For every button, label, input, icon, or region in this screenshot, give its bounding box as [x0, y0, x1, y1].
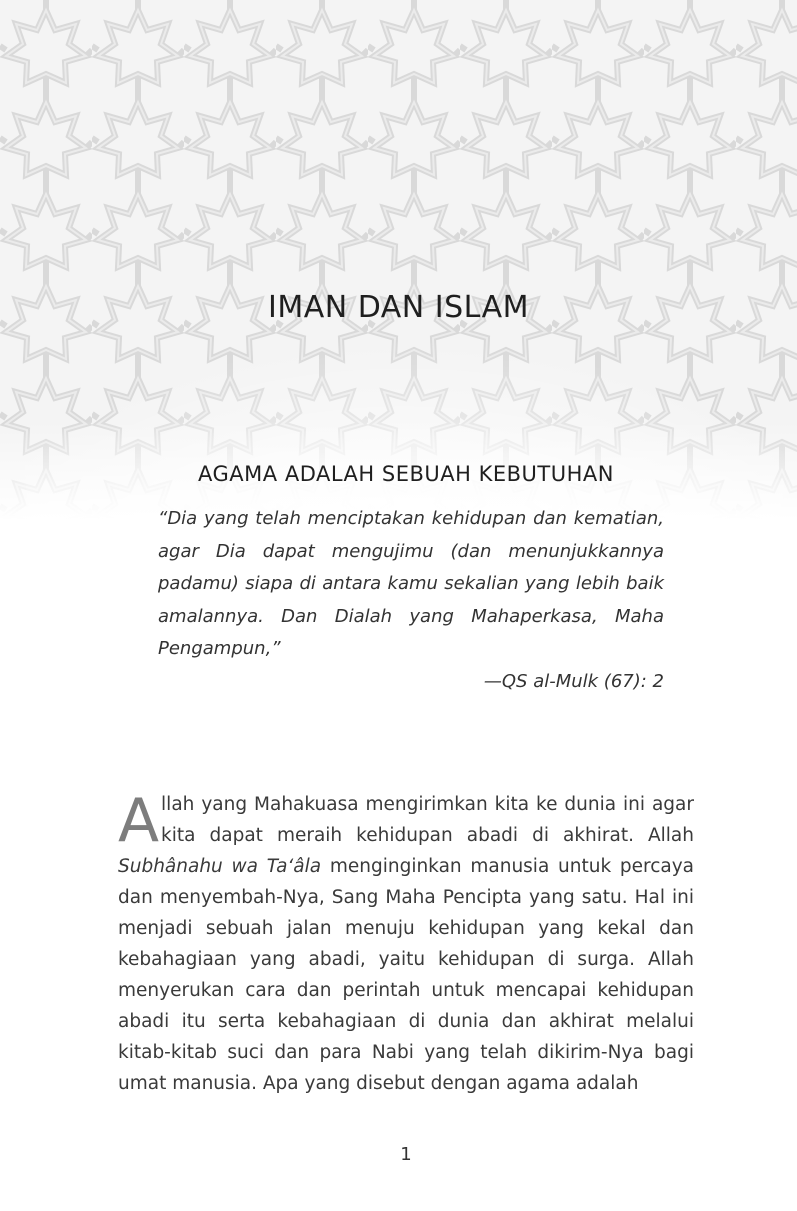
body-text-segment: llah yang Mahakuasa mengirimkan kita ke dunia ini agar kita dapat meraih kehidupan abadi di akhirat. Allah — [161, 794, 694, 846]
body-text-italic: Subhânahu wa Ta‘âla — [118, 856, 322, 877]
chapter-title: IMAN DAN ISLAM — [267, 290, 529, 325]
quran-quote: “Dia yang telah menciptakan kehidupan dan kematian, agar Dia dapat mengujimu (dan menunjukkannya padamu) siapa di antara kamu sekalian yang lebih baik amalannya. Dan Dialah yang Mahaperkasa, Maha Pengampun,” — [158, 508, 664, 659]
body-paragraph — [118, 786, 695, 1099]
header-geometric-pattern — [0, 0, 797, 520]
drop-cap: A — [118, 786, 160, 856]
quote-source: —QS al-Mulk (67): 2 — [483, 671, 664, 692]
body-text-segment: menginginkan manusia untuk percaya dan menyembah-Nya, Sang Maha Pencipta yang satu. Hal ini menjadi sebuah jalan menuju kehidupan yang kekal dan kebahagiaan yang abadi, yaitu kehidupan di surga. Allah menyerukan cara dan perintah untuk mencapai kehidupan abadi itu serta kebahagiaan di dunia dan akhirat melalui kitab-kitab suci dan para Nabi yang telah dikirim-Nya bagi umat manusia. Apa yang disebut dengan agama adalah — [118, 856, 695, 1094]
section-heading: AGAMA ADALAH SEBUAH KEBUTUHAN — [198, 462, 614, 486]
page-number: 1 — [400, 1144, 412, 1165]
